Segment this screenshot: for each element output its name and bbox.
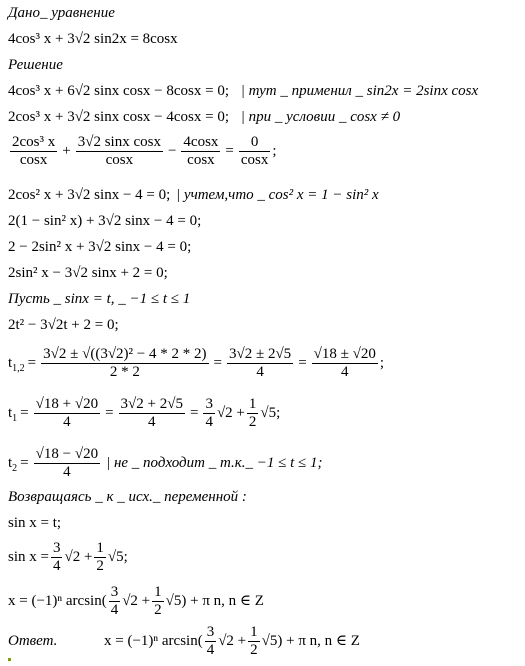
step-3-fraction-line: $\frac{\text{2cos³ x}}{\cos x}$ + $\frac{\text{3√2 sinx cosx}}{\cos x}$ − $\frac{4\cos x}{\cos x}$ = $\frac{0}{\cos x}$ ; — [12, 134, 277, 168]
fraction: $\frac{\text{3√2 sinx cosx}}{\cos x}$ — [77, 134, 161, 168]
step-6: 2 − 2sin² x + 3√2 sinx − 4 = 0; — [8, 239, 192, 255]
root-t2-note: | не _ подходит _ т.к._ −1 ≤ t ≤ 1; — [106, 454, 323, 471]
step-5: 2(1 − sin² x) + 3√2 sinx − 4 = 0; — [8, 213, 202, 229]
step-4-equation: 2cos² x + 3√2 sinx − 4 = 0; — [8, 187, 171, 203]
corner-mark — [8, 658, 11, 661]
fraction: $\frac{1}{2}$ — [248, 396, 257, 430]
step-1-note: | тут _ применил _ sin2x = 2sinx cosx — [240, 83, 479, 99]
fraction: $\frac{3√2 \pm 2√5}{4}$ — [228, 346, 292, 380]
fraction: $\frac{3}{4}$ — [206, 624, 215, 658]
fraction: $\frac{3}{4}$ — [110, 584, 119, 618]
fraction: $\frac{1}{2}$ — [154, 584, 162, 618]
roots-formula-line: $t_{1,2}$ = $\frac{\text{3√2 ± √((3√2)² − 4 * 2 * 2)}}{2 * 2}$ = $\frac{3√2 \pm 2√5}{4}$ = $\frac{√18 \pm √20}{4}$ ; — [8, 346, 385, 380]
answer-line: Ответ. x = (−1)ⁿ arcsin( $\frac{3}{4}$ √2 + $\frac{1}{2}$ √5) + π n, n ∈ Z — [8, 624, 360, 658]
fraction: $\frac{4\cos x}{\cos x}$ — [183, 134, 219, 168]
step-1 — [8, 82, 478, 100]
root-t2-line: $t_2$ = $\frac{√18 - √20}{4}$ | не _ подходит _ т.к._ −1 ≤ t ≤ 1; — [8, 446, 323, 480]
fraction: $\frac{\text{2cos³ x}}{\cos x}$ — [12, 134, 56, 168]
sinx-value-line: sin x = $\frac{3}{4}$ √2 + $\frac{1}{2}$ √5; — [8, 540, 128, 574]
step-2-note: | при _ условии _ cosx ≠ 0 — [240, 109, 401, 125]
fraction: $\frac{√18 \pm √20}{4}$ — [313, 346, 376, 380]
solution-heading: Решение — [8, 57, 63, 73]
fraction: $\frac{√18 - √20}{4}$ — [35, 446, 99, 480]
fraction: $\frac{\text{3√2 ± √((3√2)² − 4 * 2 * 2)}}{2 * 2}$ — [43, 346, 207, 380]
fraction: $\frac{1}{2}$ — [250, 624, 258, 658]
step-1-equation: 4cos³ x + 6√2 sinx cosx − 8cosx = 0; — [8, 83, 230, 99]
root-t1-line: $t_1$ = $\frac{√18 + √20}{4}$ = $\frac{3√2 + 2√5}{4}$ = $\frac{3}{4}$ √2 + $\frac{1}{2}$ √5; — [8, 396, 281, 430]
fraction: $\frac{1}{2}$ — [96, 540, 104, 574]
return-heading: Возвращаясь _ к _ исх._ переменной : — [8, 489, 247, 505]
fraction: $\frac{0}{\cos x}$ — [240, 134, 269, 168]
step-4 — [8, 186, 379, 204]
fraction: $\frac{3√2 + 2√5}{4}$ — [120, 396, 183, 430]
answer-label: Ответ. — [8, 632, 58, 649]
quadratic-equation: 2t² − 3√2t + 2 = 0; — [8, 317, 119, 333]
step-7: 2sin² x − 3√2 sinx + 2 = 0; — [8, 265, 168, 281]
given-heading: Дано_ уравнение — [8, 5, 115, 21]
step-4-note: | учтем,что _ cos² x = 1 − sin² x — [176, 187, 379, 203]
sinx-equals-t: sin x = t; — [8, 515, 62, 531]
fraction: $\frac{√18 + √20}{4}$ — [35, 396, 99, 430]
general-solution-line: x = (−1)ⁿ arcsin( $\frac{3}{4}$ √2 + $\frac{1}{2}$ √5) + π n, n ∈ Z — [8, 584, 264, 618]
given-equation: 4cos³ x + 3√2 sin2x = 8cosx — [8, 31, 178, 47]
step-2 — [8, 108, 400, 126]
fraction: $\frac{3}{4}$ — [52, 540, 61, 574]
substitution: Пусть _ sinx = t, _ −1 ≤ t ≤ 1 — [8, 291, 191, 307]
step-2-equation: 2cos³ x + 3√2 sinx cosx − 4cosx = 0; — [8, 109, 230, 125]
fraction: $\frac{3}{4}$ — [205, 396, 213, 430]
